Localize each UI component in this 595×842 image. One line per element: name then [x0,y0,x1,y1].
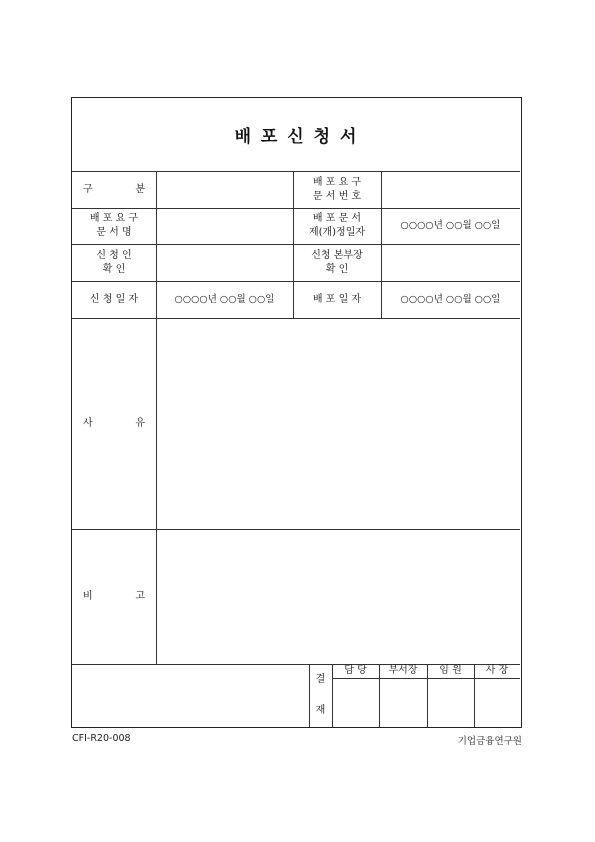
label-line: 확 인 [102,263,126,275]
category-field[interactable] [156,171,293,208]
request-doc-number-field[interactable] [381,171,520,208]
request-doc-name-label [72,208,156,244]
form-title: 배 포 신 청 서 [234,127,359,147]
approval-signature-president[interactable] [474,678,520,727]
dept-head-confirm-label [293,244,381,281]
request-doc-name-field[interactable] [156,208,293,244]
approval-col-president: 사 장 [485,665,509,676]
request-doc-number-label [293,171,381,208]
label-line: 문 서 명 [96,227,132,238]
organization-name: 기업금융연구원 [457,736,522,747]
label-line: 문 서 번 호 [312,190,362,202]
doc-revision-date-label [293,208,381,244]
applicant-confirm-label [72,244,156,281]
label-line: 배 포 요 구 [89,213,139,224]
approval-label-line: 재 [315,705,326,717]
doc-revision-date-field[interactable]: ○○○○년 ○○월 ○○일 [400,220,501,231]
label-line: 확 인 [325,263,349,275]
approval-signature-executive[interactable] [427,678,474,727]
approval-signature-staff[interactable] [332,678,379,727]
approval-col-executive: 임 원 [439,665,462,676]
distribution-date-label: 배 포 일 자 [312,293,362,305]
remarks-label: 비 고 [83,590,145,602]
application-date-field[interactable]: ○○○○년 ○○월 ○○일 [174,293,275,305]
reason-label: 사 유 [83,417,145,429]
distribution-request-form [71,97,522,728]
approval-label-line: 결 [315,673,326,685]
distribution-date-field[interactable]: ○○○○년 ○○월 ○○일 [400,293,501,305]
remarks-field[interactable] [156,529,520,664]
approval-signature-dept-head[interactable] [379,678,427,727]
approval-col-dept-head: 부서장 [388,665,418,676]
label-line: 제(개)정일자 [308,227,366,238]
approval-col-staff: 담 당 [344,665,367,676]
label-line: 신청 본부장 [311,249,363,261]
dept-head-confirm-field[interactable] [381,244,520,281]
label-line: 신 청 인 [96,249,132,261]
applicant-confirm-field[interactable] [156,244,293,281]
label-line: 배 포 요 구 [312,176,362,188]
application-date-label: 신 청 일 자 [89,293,139,305]
reason-field[interactable] [156,318,520,529]
category-label: 구 분 [83,183,145,195]
form-code: CFI-R20-008 [72,733,131,744]
label-line: 배 포 문 서 [312,213,362,224]
approval-label [309,664,332,727]
